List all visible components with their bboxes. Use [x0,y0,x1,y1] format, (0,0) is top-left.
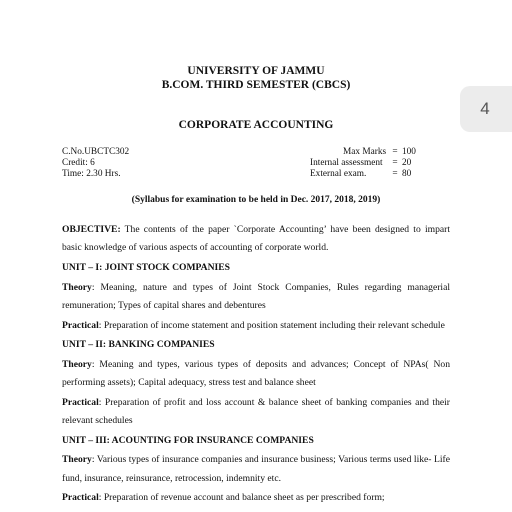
unit-3-practical [62,489,450,507]
max-marks-value: 100 [402,147,416,157]
internal-assessment-value: 20 [402,158,412,168]
course-time: Time: 2.30 Hrs. [62,169,121,179]
objective-label: OBJECTIVE: [62,224,121,235]
external-exam-label: External exam. [310,169,367,179]
theory-label: Theory [62,358,92,370]
unit-2-practical [62,394,450,430]
max-marks-label: Max Marks [343,147,387,157]
course-number: C.No.UBCTC302 [62,147,130,157]
max-marks-row [310,147,428,158]
paper-title: CORPORATE ACCOUNTING [178,119,334,131]
theory-text: : Meaning and types, various types of deposits and advances; Concept of NPAs( Non performing assets); Capital adequacy, stress test and balance sheet [62,358,450,389]
practical-label: Practical [62,492,99,504]
theory-text: : Various types of insurance companies and insurance business; Various terms used like- Life fund, insurance, reinsurance, retrocession, indemnity etc. [62,454,450,484]
unit-2-heading: UNIT – II: BANKING COMPANIES [62,339,215,351]
semester-title: B.COM. THIRD SEMESTER (CBCS) [161,79,351,91]
syllabus-note: (Syllabus for examination to be held in Dec. 2017, 2018, 2019) [131,195,381,205]
practical-text: : Preparation of revenue account and balance sheet as per prescribed form; [98,492,385,504]
practical-text: : Preparation of income statement and position statement including their relevant schedule [98,319,445,331]
objective-text: The contents of the paper `Corporate Accounting’ have been designed to impart basic knowledge of various aspects of accounting of corporate world. [62,224,450,254]
unit-1-practical [62,317,450,335]
max-marks-eq: = [392,147,398,157]
objective-paragraph [62,221,450,257]
external-exam-eq: = [392,169,398,179]
page-number-badge[interactable]: 4 [460,86,512,132]
marks-meta [310,147,428,180]
course-meta [62,147,129,180]
unit-3-heading: UNIT – III: ACOUNTING FOR INSURANCE COMPANIES [62,434,314,446]
external-exam-row [310,169,428,180]
theory-text: : Meaning, nature and types of Joint Stock Companies, Rules regarding managerial remuneration; Types of capital shares and debentures [62,281,450,311]
unit-2-theory [62,356,450,392]
course-credit: Credit: 6 [62,158,95,168]
internal-assessment-row [310,158,428,169]
practical-label: Practical [62,319,99,331]
syllabus-body [62,221,450,509]
theory-label: Theory [62,454,92,466]
external-exam-value: 80 [402,169,412,179]
unit-1-heading: UNIT – I: JOINT STOCK COMPANIES [62,261,231,273]
unit-1-theory [62,279,450,315]
theory-label: Theory [62,281,92,293]
practical-label: Practical [62,396,99,408]
unit-3-theory [62,451,450,487]
internal-assessment-label: Internal assessment [310,158,383,168]
internal-assessment-eq: = [392,158,398,168]
practical-text: : Preparation of profit and loss account & balance sheet of banking companies and their relevant schedules [62,396,450,427]
university-name: UNIVERSITY OF JAMMU [187,65,325,77]
